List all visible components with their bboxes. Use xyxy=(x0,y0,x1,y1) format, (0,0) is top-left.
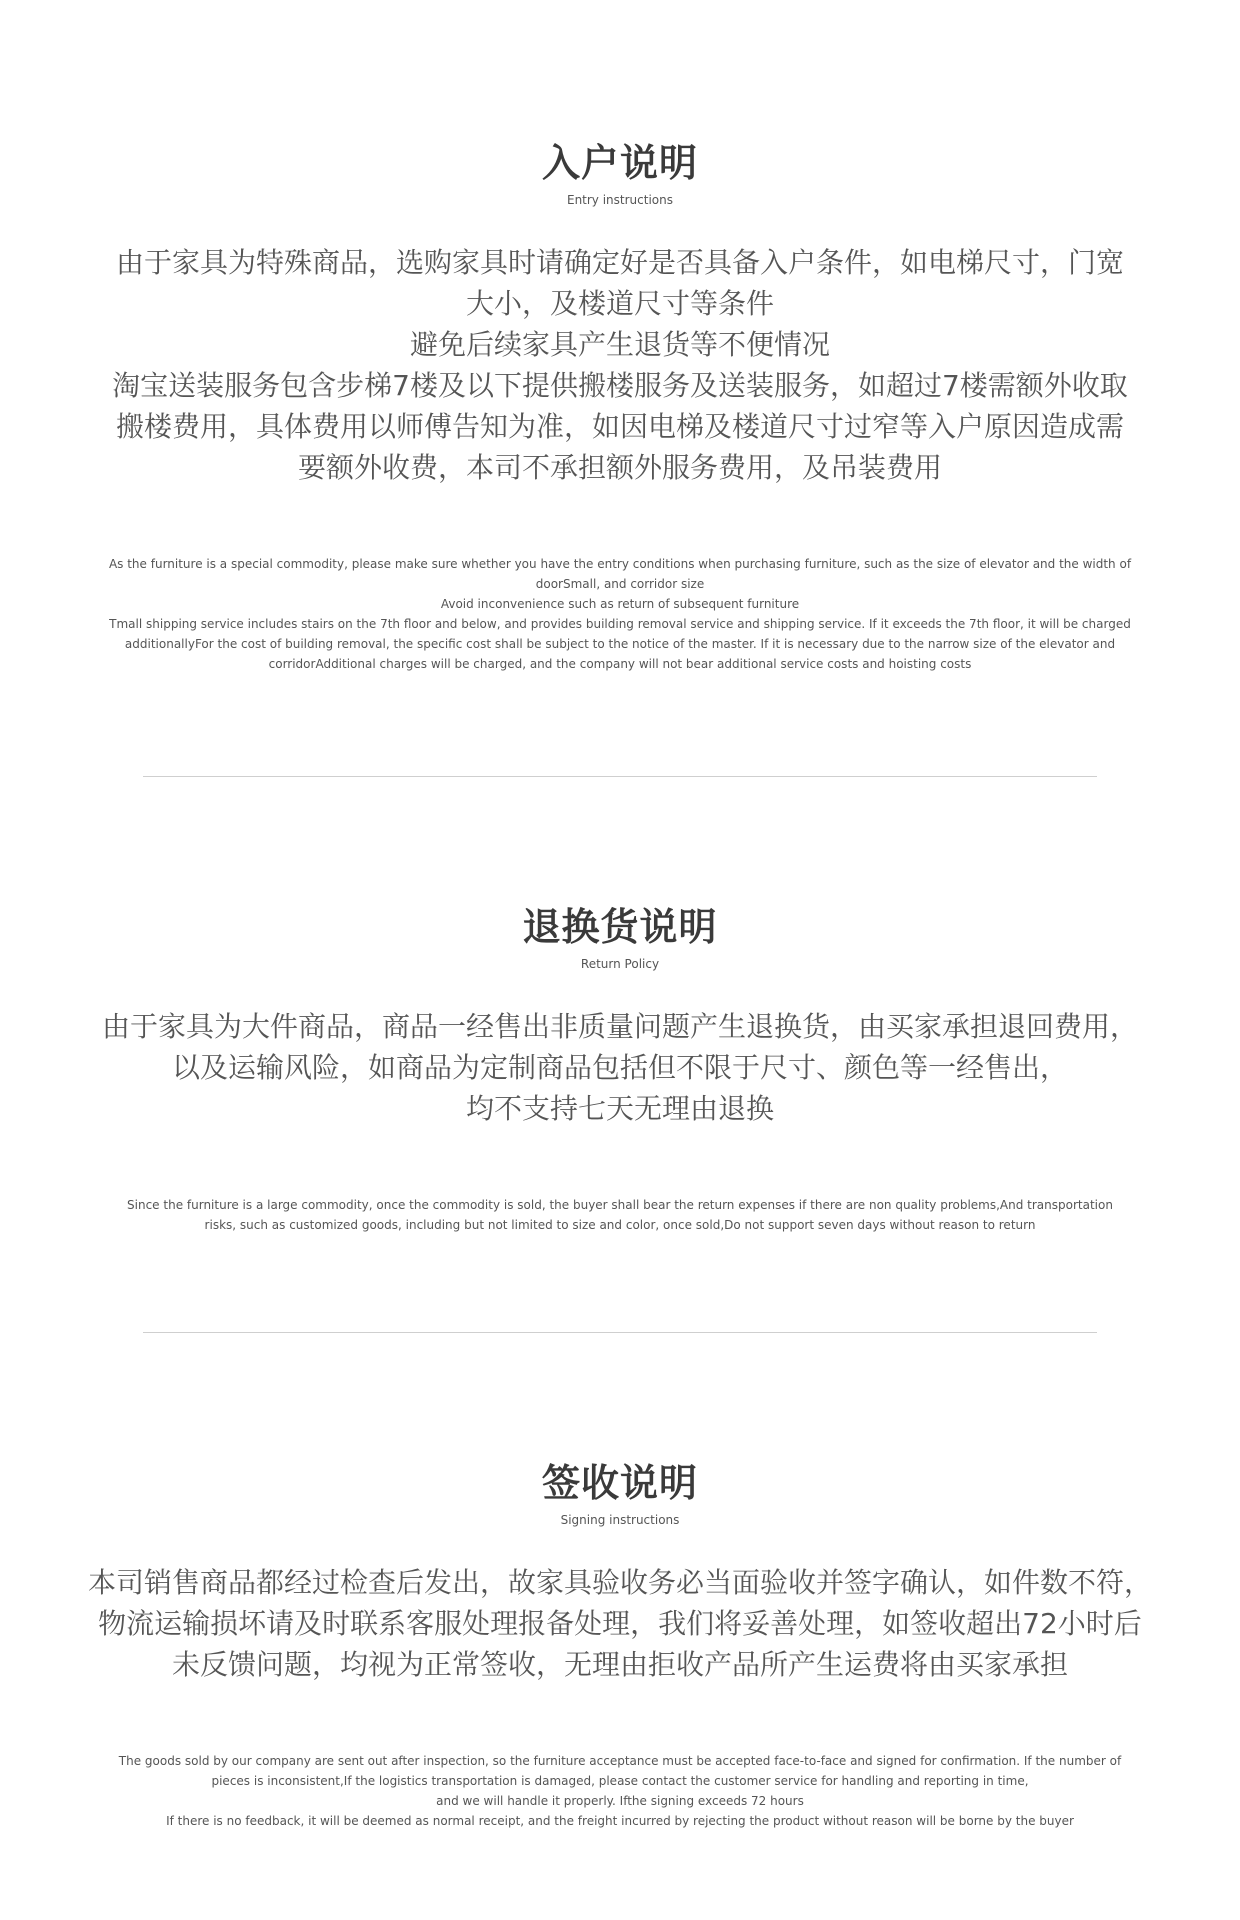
chinese-text-line: 要额外收费，本司不承担额外服务费用，及吊装费用 xyxy=(297,451,942,484)
english-text-line: additionallyFor the cost of building removal, the specific cost shall be subject to the notice of the master. If it is necessary due to the narrow size of the elevator and xyxy=(124,637,1116,651)
section-entry-instructions xyxy=(0,138,1240,674)
section-title: 签收说明 xyxy=(541,1461,698,1505)
english-text-line: Avoid inconvenience such as return of subsequent furniture xyxy=(440,597,800,611)
section-title: 入户说明 xyxy=(541,141,698,185)
chinese-text-line: 由于家具为特殊商品，选购家具时请确定好是否具备入户条件，如电梯尺寸，门宽 xyxy=(115,246,1124,279)
section-subtitle: Signing instructions xyxy=(560,1513,680,1527)
english-text-line: If there is no feedback, it will be deemed as normal receipt, and the freight incurred by rejecting the product without reason will be borne by the buyer xyxy=(166,1814,1074,1828)
chinese-text-block xyxy=(75,1006,1165,1129)
section-divider xyxy=(143,1332,1097,1333)
section-subtitle: Entry instructions xyxy=(566,193,673,207)
chinese-text-line: 本司销售商品都经过检查后发出，故家具验收务必当面验收并签字确认，如件数不符， xyxy=(87,1566,1152,1599)
english-text-line: and we will handle it properly. Ifthe signing exceeds 72 hours xyxy=(436,1794,804,1808)
english-text-block xyxy=(75,554,1165,674)
chinese-text-line: 以及运输风险，如商品为定制商品包括但不限于尺寸、颜色等一经售出， xyxy=(171,1051,1068,1084)
chinese-text-line: 避免后续家具产生退货等不便情况 xyxy=(409,328,830,361)
english-text-block xyxy=(75,1195,1165,1235)
chinese-text-block xyxy=(75,242,1165,488)
english-text-line: risks, such as customized goods, including but not limited to size and color, once sold,Do not support seven days without reason to return xyxy=(204,1218,1036,1232)
chinese-text-line: 物流运输损坏请及时联系客服处理报备处理，我们将妥善处理，如签收超出72小时后 xyxy=(98,1607,1142,1640)
section-return-policy xyxy=(0,902,1240,1235)
english-text-line: corridorAdditional charges will be charged, and the company will not bear additional service costs and hoisting costs xyxy=(268,657,972,671)
chinese-text-block xyxy=(75,1562,1165,1685)
section-subtitle: Return Policy xyxy=(580,957,660,971)
chinese-text-line: 搬楼费用，具体费用以师傅告知为准，如因电梯及楼道尺寸过窄等入户原因造成需 xyxy=(115,410,1124,443)
english-text-line: pieces is inconsistent,If the logistics transportation is damaged, please contact the customer service for handling and reporting in time, xyxy=(211,1774,1029,1788)
english-text-line: Since the furniture is a large commodity, once the commodity is sold, the buyer shall bear the return expenses if there are non quality problems,And transportation xyxy=(127,1198,1113,1212)
english-text-block xyxy=(75,1751,1165,1831)
english-text-line: As the furniture is a special commodity, please make sure whether you have the entry conditions when purchasing furniture, such as the size of elevator and the width of xyxy=(108,557,1132,571)
chinese-text-line: 由于家具为大件商品，商品一经售出非质量问题产生退换货，由买家承担退回费用， xyxy=(101,1010,1138,1043)
english-text-line: The goods sold by our company are sent out after inspection, so the furniture acceptance must be accepted face-to-face and signed for confirmation. If the number of xyxy=(118,1754,1122,1768)
english-text-line: doorSmall, and corridor size xyxy=(535,577,705,591)
chinese-text-line: 未反馈问题，均视为正常签收，无理由拒收产品所产生运费将由买家承担 xyxy=(171,1648,1068,1681)
section-divider xyxy=(143,776,1097,777)
chinese-text-line: 均不支持七天无理由退换 xyxy=(465,1092,774,1125)
section-title: 退换货说明 xyxy=(522,905,718,949)
chinese-text-line: 大小，及楼道尺寸等条件 xyxy=(465,287,774,320)
section-signing-instructions xyxy=(0,1458,1240,1831)
chinese-text-line: 淘宝送装服务包含步梯7楼及以下提供搬楼服务及送装服务，如超过7楼需额外收取 xyxy=(112,369,1128,402)
english-text-line: Tmall shipping service includes stairs on the 7th floor and below, and provides building removal service and shipping service. If it exceeds the 7th floor, it will be charged xyxy=(109,617,1131,631)
